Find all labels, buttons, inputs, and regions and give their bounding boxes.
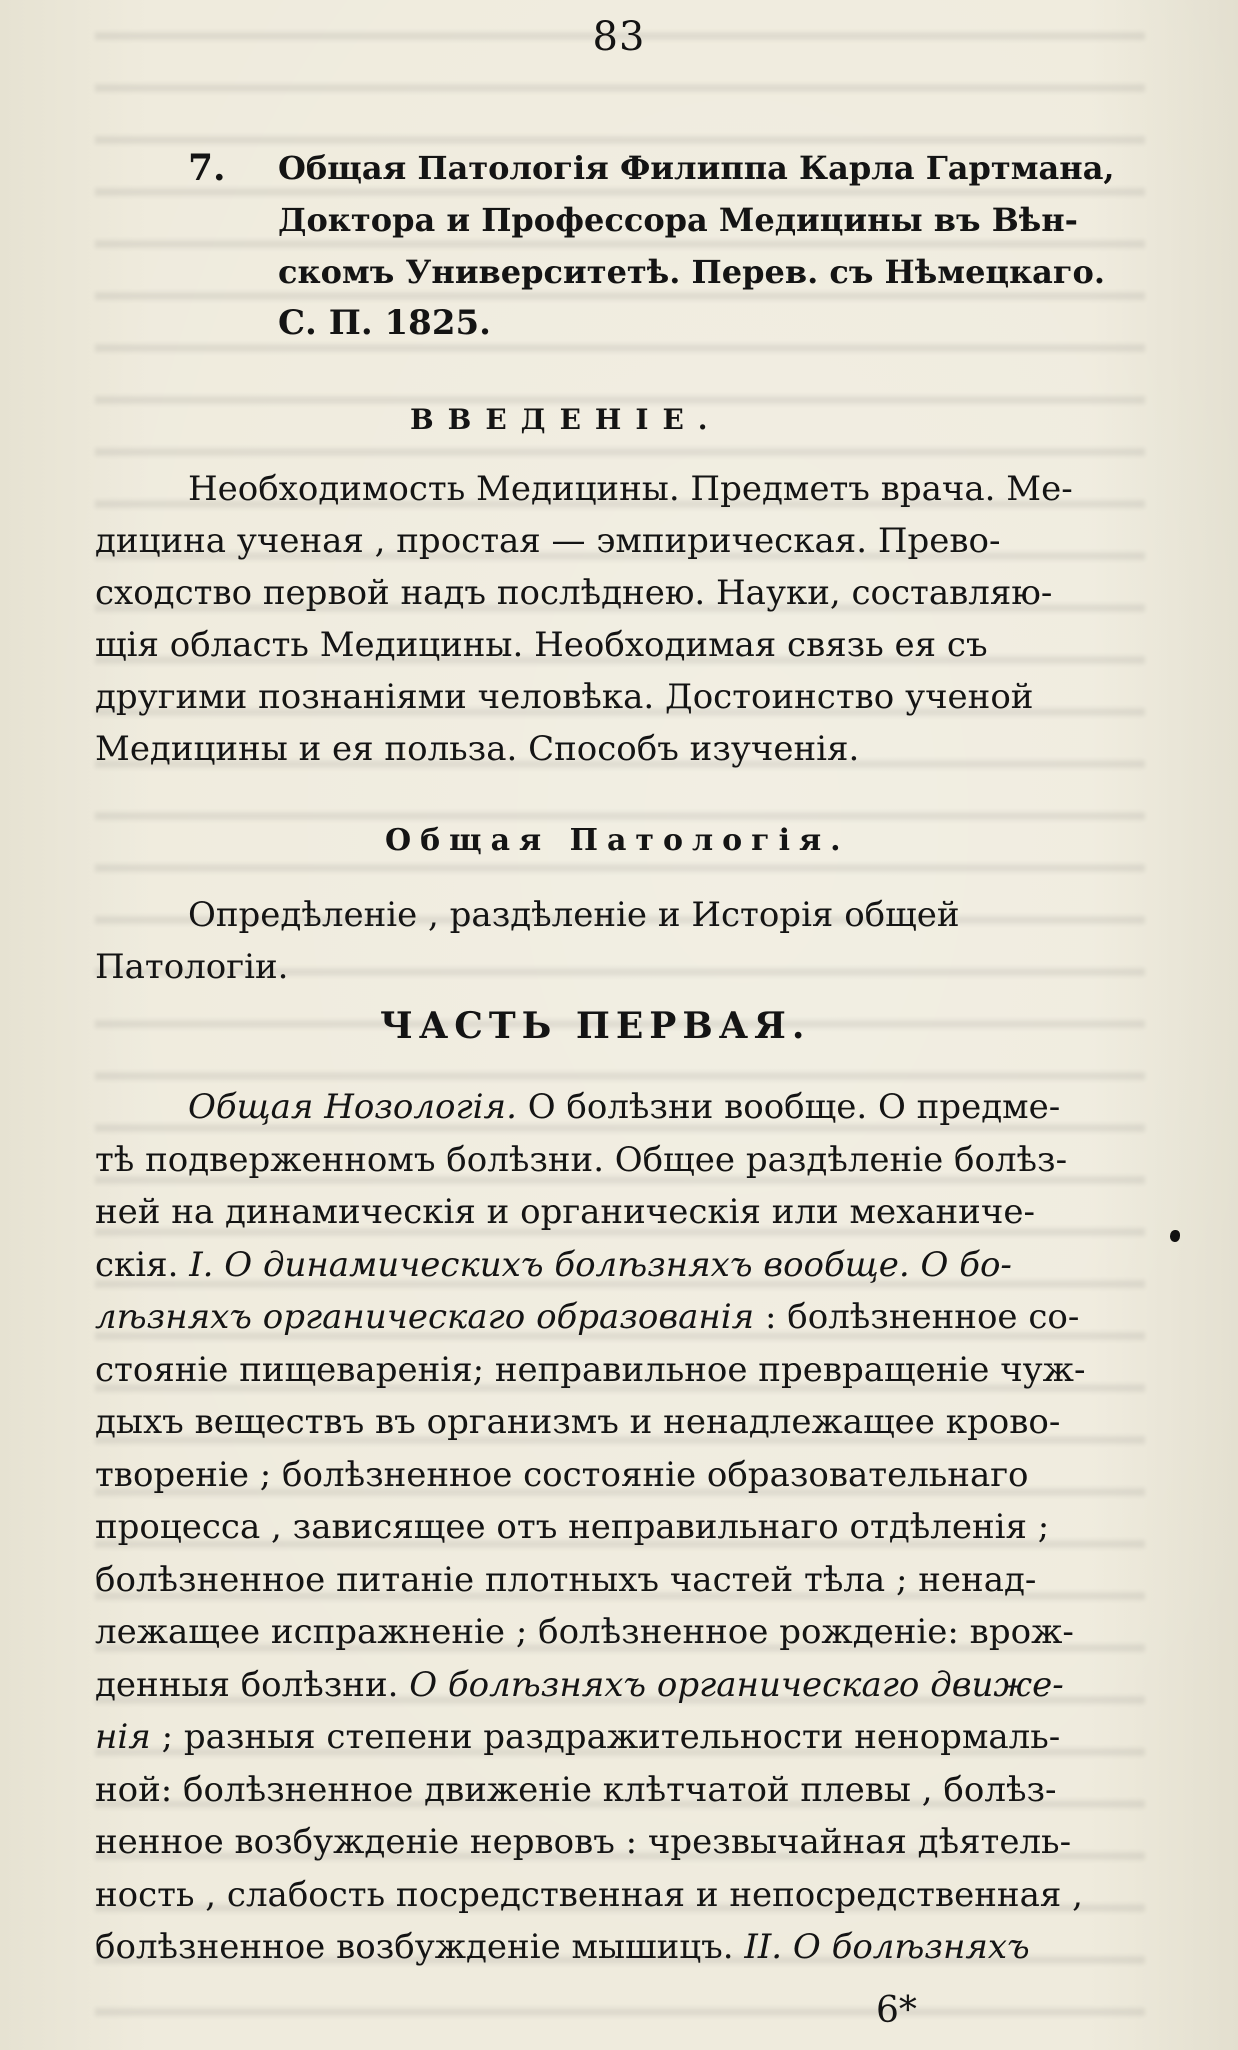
general-pathology-line-1: Опредѣленіе , раздѣленіе и Исторія общей [188, 895, 960, 935]
introduction-line-4: щія область Медицины. Необходимая связь ея съ [95, 625, 988, 665]
part-one-line-9 [95, 1507, 1050, 1547]
text-run: лежащее испражненіе ; болѣзненное рожденіе: врож- [95, 1612, 1074, 1652]
part-one-line-17 [95, 1927, 1030, 1967]
introduction-line-3: сходство первой надъ послѣднею. Науки, составляю- [95, 573, 1053, 613]
text-run: О болѣзни вообще. О предме- [516, 1087, 1061, 1127]
text-run: болѣзненное питаніе плотныхъ частей тѣла ; ненад- [95, 1560, 1037, 1600]
part-one-line-8 [95, 1455, 1029, 1495]
signature-mark: 6* [876, 1990, 917, 2031]
text-run: твореніе ; болѣзненное состояніе образовательнаго [95, 1455, 1029, 1495]
italic-run: нія [95, 1717, 151, 1757]
text-run: скія. [95, 1245, 190, 1285]
part-one-line-6 [95, 1350, 1086, 1390]
italic-run: лѣзняхъ органическаго образованія [95, 1297, 755, 1337]
part-one-line-11 [95, 1612, 1074, 1652]
part-one-line-1 [188, 1087, 1061, 1127]
page-number: 83 [592, 14, 646, 60]
introduction-line-1: Необходимость Медицины. Предметъ врача. Ме- [188, 469, 1073, 509]
part-one-line-16 [95, 1875, 1083, 1915]
introduction-line-5: другими познаніями человѣка. Достоинство ученой [95, 677, 1034, 717]
italic-run: I. О динамическихъ болѣзняхъ вообще. О бо- [189, 1245, 1012, 1285]
text-run: стояніе пищеваренія; неправильное превращеніе чуж- [95, 1350, 1086, 1390]
text-run: ней на динамическія и органическія или механиче- [95, 1192, 1035, 1232]
part-one-line-5 [95, 1297, 1080, 1337]
part-one-line-2 [95, 1140, 1068, 1180]
italic-run: II. О болѣзняхъ [744, 1927, 1030, 1967]
entry-title-line-1: Общая Патологія Филиппа Карла Гартмана, [278, 149, 1115, 187]
text-run: болѣзненное возбужденіе мышицъ. [95, 1927, 745, 1967]
introduction-line-2: дицина ученая , простая — эмпирическая. Прево- [95, 521, 1001, 561]
part-one-line-12 [95, 1665, 1064, 1705]
entry-number: 7. [188, 147, 226, 189]
entry-title-line-2: Доктора и Профессора Медицины въ Вѣн- [278, 201, 1078, 239]
text-run: ненное возбужденіе нервовъ : чрезвычайная дѣятель- [95, 1822, 1072, 1862]
general-pathology-line-2: Патологіи. [95, 947, 289, 987]
text-run: : болѣзненное со- [754, 1297, 1080, 1337]
part-one-line-10 [95, 1560, 1037, 1600]
text-run: дыхъ веществъ въ организмъ и ненадлежащее крово- [95, 1402, 1061, 1442]
part-one-line-15 [95, 1822, 1072, 1862]
part-one-line-3 [95, 1192, 1035, 1232]
ink-mark [1170, 1230, 1180, 1242]
introduction-line-6: Медицины и ея польза. Способъ изученія. [95, 729, 860, 769]
part-one-line-13 [95, 1717, 1061, 1757]
text-run: процесса , зависящее отъ неправильнаго отдѣленія ; [95, 1507, 1050, 1547]
text-run: ; разныя степени раздражительности ненормаль- [150, 1717, 1061, 1757]
text-run: денныя болѣзни. [95, 1665, 410, 1705]
introduction-heading: ВВЕДЕНІЕ. [410, 403, 722, 436]
part-one-line-7 [95, 1402, 1061, 1442]
part-one-line-4 [95, 1245, 1012, 1285]
part-one-line-14 [95, 1770, 1057, 1810]
italic-run: О болѣзняхъ органическаго движе- [409, 1665, 1064, 1705]
italic-run: Общая Нозологія. [188, 1087, 517, 1127]
entry-title-line-3: скомъ Университетѣ. Перев. съ Нѣмецкаго. [278, 253, 1105, 291]
text-run: ность , слабость посредственная и непосредственная , [95, 1875, 1083, 1915]
general-pathology-heading: Общая Патологія. [385, 823, 850, 858]
entry-title-line-4: С. П. 1825. [278, 303, 491, 343]
text-run: ной: болѣзненное движеніе клѣтчатой плевы , болѣз- [95, 1770, 1057, 1810]
part-one-heading: ЧАСТЬ ПЕРВАЯ. [380, 1005, 811, 1047]
text-run: тѣ подверженномъ болѣзни. Общее раздѣленіе болѣз- [95, 1140, 1068, 1180]
